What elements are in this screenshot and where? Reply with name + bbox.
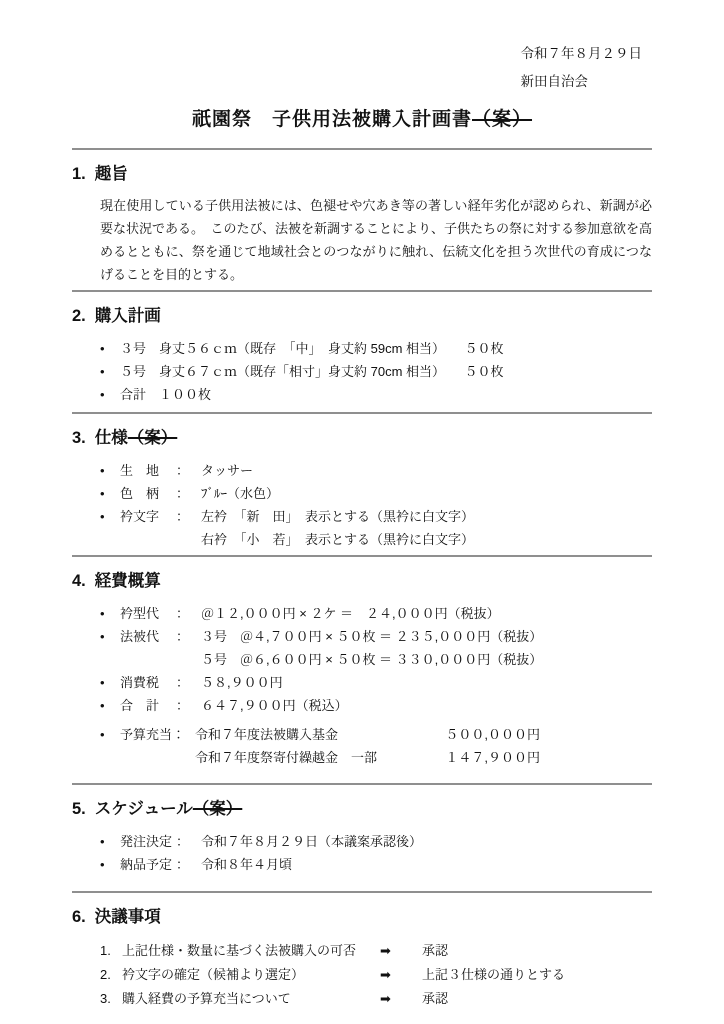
title-draft-marker: （案）	[472, 109, 533, 130]
budget-lines	[195, 723, 540, 769]
list-item-text: ５号 身丈６７ｃｍ（既存「相寸」身丈約 70cm 相当） ５０枚	[120, 364, 504, 379]
bullet-icon: •	[100, 698, 105, 713]
section-number: 2.	[72, 307, 86, 325]
schedule-value: 令和７年８月２９日（本議案承認後）	[201, 834, 423, 849]
section-divider	[72, 148, 652, 150]
bullet-icon: •	[100, 857, 105, 872]
section-title: 購入計画	[94, 307, 161, 325]
section-number: 6.	[72, 908, 86, 926]
document-date: 令和７年８月２９日	[520, 46, 642, 61]
spec-value: ﾌﾞﾙｰ（水色）	[201, 486, 280, 501]
list-item	[100, 505, 652, 551]
colon: ：	[176, 509, 190, 524]
spec-value: 左衿 「新 田」 表示とする（黒衿に白文字）	[201, 509, 475, 524]
colon: ：	[176, 675, 190, 690]
budget-label: 予算充当：	[120, 727, 186, 742]
section-number: 4.	[72, 572, 86, 590]
list-item-text: 合計 １００枚	[120, 387, 212, 402]
section-draft-marker: （案）	[192, 800, 243, 818]
cost-estimate-list	[72, 602, 652, 769]
section-title: 決議事項	[94, 908, 161, 926]
section-heading-purchase-plan	[72, 302, 652, 326]
colon: ：	[176, 606, 190, 621]
schedule-label: 発注決定	[120, 834, 173, 849]
section-heading-cost-estimate	[72, 567, 652, 591]
bullet-icon: •	[100, 387, 105, 402]
cost-label: 消費税	[120, 675, 160, 690]
specifications-list	[72, 459, 652, 551]
section-cost-estimate	[72, 567, 652, 769]
section-purpose	[72, 160, 652, 286]
section-title: 仕様	[94, 429, 128, 447]
section-title: スケジュール	[94, 800, 193, 818]
purchase-plan-list	[72, 337, 652, 406]
resolution-result: 上記３仕様の通りとする	[422, 967, 566, 982]
section-number: 1.	[72, 165, 86, 183]
list-item	[100, 482, 652, 505]
section-number: 3.	[72, 429, 86, 447]
bullet-icon: •	[100, 675, 105, 690]
resolution-text: 上記仕様・数量に基づく法被購入の可否	[122, 943, 357, 958]
section-divider	[72, 891, 652, 893]
list-item	[100, 830, 652, 853]
spec-value: タッサー	[201, 463, 254, 478]
budget-amount: ５００,０００円	[445, 727, 541, 742]
section-specifications	[72, 424, 652, 551]
bullet-icon: •	[100, 509, 105, 524]
bullet-icon: •	[100, 606, 105, 621]
spec-value-group	[201, 505, 652, 551]
section-draft-marker: （案）	[127, 429, 178, 447]
schedule-value: 令和８年４月頃	[201, 857, 293, 872]
section-purchase-plan	[72, 302, 652, 406]
cost-value: ５８,９００円	[201, 675, 283, 690]
cost-value: ５号 ＠６,６００円 × ５０枚 ＝ ３３０,０００円（税抜）	[201, 652, 543, 667]
list-item	[100, 625, 652, 671]
section-title: 経費概算	[94, 572, 161, 590]
section-schedule	[72, 795, 652, 876]
resolutions-list	[72, 939, 652, 1011]
arrow-right-icon: ➡	[380, 967, 391, 982]
arrow-right-icon: ➡	[380, 943, 391, 958]
budget-source: 令和７年度法被購入基金	[195, 727, 339, 742]
spec-label: 生 地	[120, 463, 160, 478]
bullet-icon: •	[100, 727, 105, 742]
bullet-icon: •	[100, 629, 105, 644]
section-divider	[72, 783, 652, 785]
document-header	[521, 40, 643, 96]
resolution-item	[100, 963, 652, 987]
bullet-icon: •	[100, 341, 105, 356]
section-resolutions	[72, 903, 652, 1011]
list-item	[100, 337, 652, 360]
schedule-list	[72, 830, 652, 876]
resolution-text: 購入経費の予算充当について	[122, 991, 291, 1006]
resolution-number: 1.	[100, 943, 111, 958]
list-item-text: ３号 身丈５６ｃｍ（既存 「中」 身丈約 59cm 相当） ５０枚	[120, 341, 504, 356]
section-heading-specifications	[72, 424, 652, 448]
bullet-icon: •	[100, 834, 105, 849]
cost-label: 衿型代	[120, 606, 160, 621]
bullet-icon: •	[100, 463, 105, 478]
section-number: 5.	[72, 800, 86, 818]
section-title: 趣旨	[94, 165, 128, 183]
list-item	[100, 671, 652, 694]
resolution-number: 3.	[100, 991, 111, 1006]
arrow-right-icon: ➡	[380, 991, 391, 1006]
section-divider	[72, 555, 652, 557]
spec-label: 色 柄	[120, 486, 160, 501]
resolution-result: 承認	[422, 991, 449, 1006]
list-item	[100, 459, 652, 482]
list-item	[100, 694, 652, 717]
bullet-icon: •	[100, 364, 105, 379]
section-heading-resolutions	[72, 903, 652, 927]
resolution-item	[100, 939, 652, 963]
cost-value: ３号 ＠４,７００円 × ５０枚 ＝ ２３５,０００円（税抜）	[201, 629, 543, 644]
bullet-icon: •	[100, 486, 105, 501]
list-item	[100, 853, 652, 876]
colon: ：	[176, 486, 190, 501]
cost-value-group	[201, 625, 652, 671]
budget-source: 令和７年度祭寄付繰越金 一部	[195, 750, 378, 765]
colon: ：	[176, 629, 190, 644]
resolution-item	[100, 987, 652, 1011]
list-item	[100, 602, 652, 625]
budget-amount: １４７,９００円	[445, 750, 541, 765]
list-item	[100, 360, 652, 383]
budget-line	[195, 746, 540, 769]
title-text: 祇園祭 子供用法被購入計画書	[191, 109, 472, 130]
section-heading-purpose	[72, 160, 652, 184]
cost-label: 法被代	[120, 629, 160, 644]
colon: ：	[176, 463, 190, 478]
purpose-paragraph: 現在使用している子供用法被には、色褪せや穴あき等の著しい経年劣化が認められ、新調が必要な状況である。 このたび、法被を新調することにより、子供たちの祭に対する参加意欲を高めるとともに、祭を通じて地域社会とのつながりに触れ、伝統文化を担う次世代の育成につなげることを目的とする。	[100, 198, 652, 282]
spec-label: 衿文字	[120, 509, 160, 524]
section-heading-schedule	[72, 795, 652, 819]
budget-allocation-row	[100, 723, 652, 769]
schedule-label: 納品予定	[120, 857, 173, 872]
organization-name: 新田自治会	[520, 74, 588, 89]
colon: ：	[176, 834, 190, 849]
resolution-number: 2.	[100, 967, 111, 982]
section-divider	[72, 412, 652, 414]
cost-value: ＠１２,０００円 × ２ケ ＝ ２４,０００円（税抜）	[201, 606, 500, 621]
spec-value: 右衿 「小 若」 表示とする（黒衿に白文字）	[201, 532, 475, 547]
colon: ：	[176, 698, 190, 713]
resolution-text: 衿文字の確定（候補より選定）	[122, 967, 305, 982]
colon: ：	[176, 857, 190, 872]
cost-value: ６４７,９００円（税込）	[201, 698, 348, 713]
list-item	[100, 383, 652, 406]
resolution-result: 承認	[422, 943, 449, 958]
section-divider	[72, 290, 652, 292]
cost-label: 合 計	[120, 698, 160, 713]
budget-line	[195, 723, 540, 746]
page-title	[72, 104, 652, 131]
